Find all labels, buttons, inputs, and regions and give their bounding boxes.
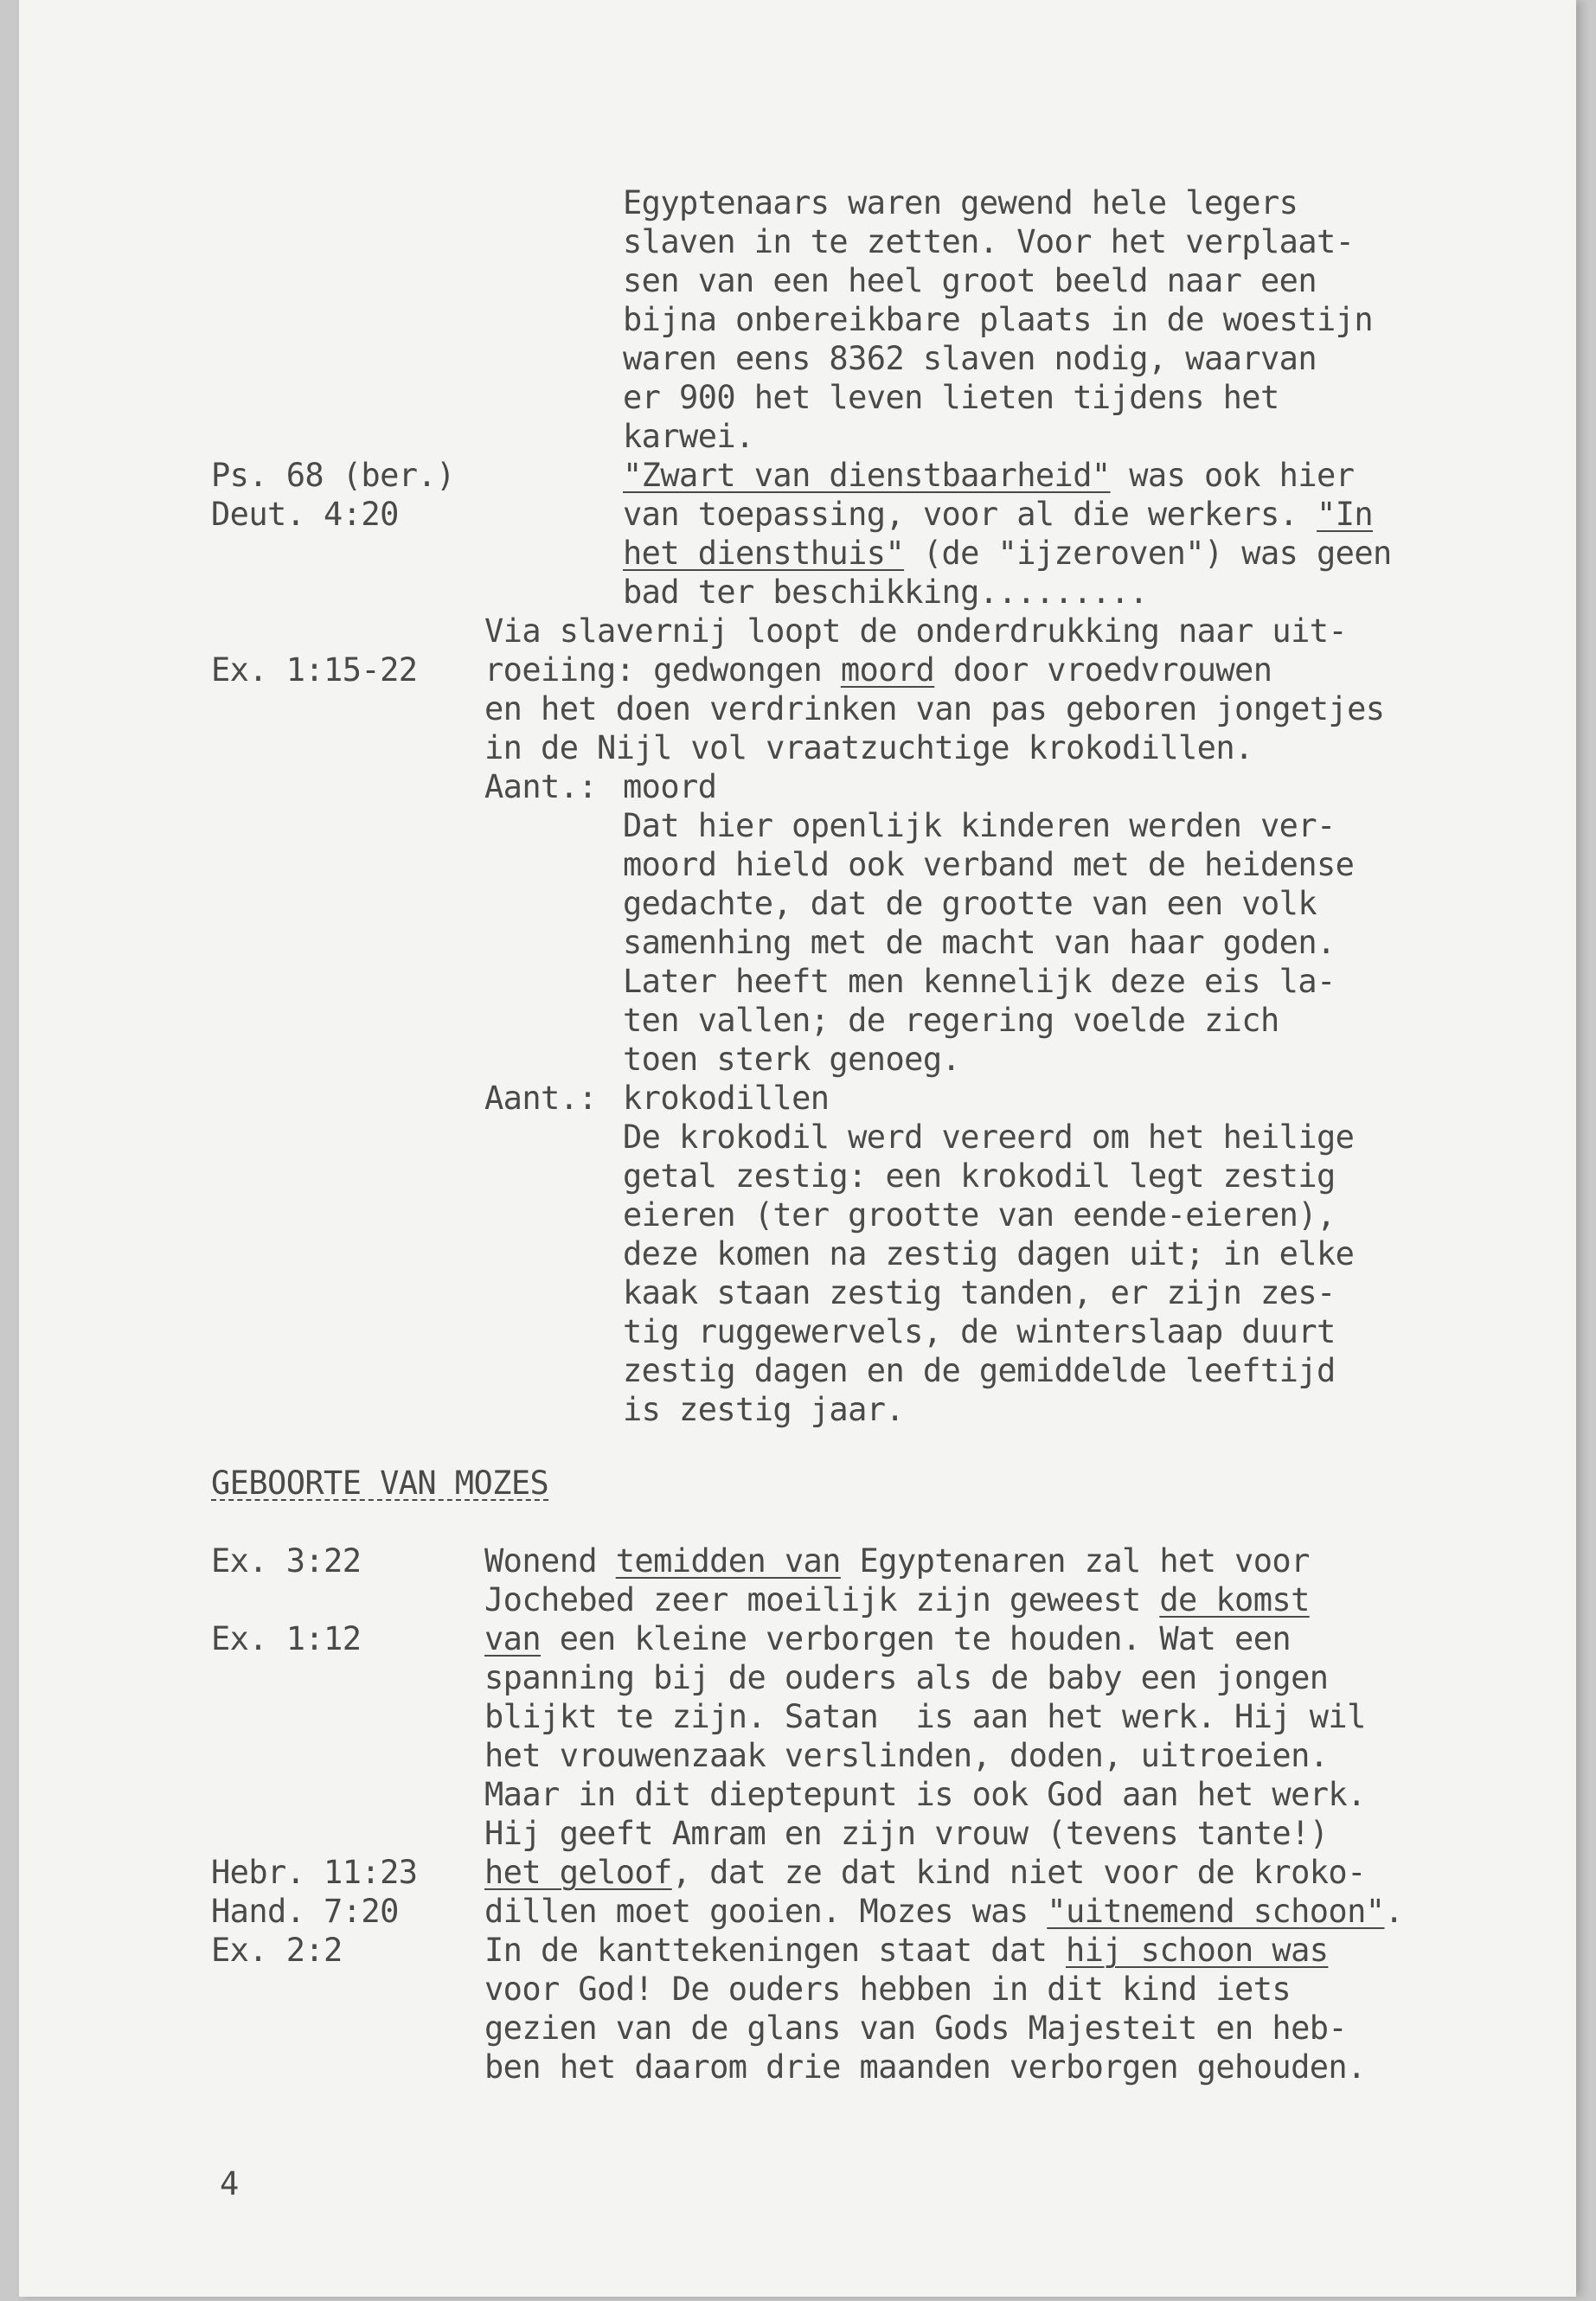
text-span: was ook hier	[1110, 457, 1355, 494]
underlined-phrase: "uitnemend schoon"	[1047, 1893, 1385, 1930]
text-line: kaak staan zestig tanden, er zijn zes-	[623, 1274, 1336, 1311]
margin-reference: Hand. 7:20	[211, 1893, 399, 1930]
annotation-label: Aant.:	[484, 1080, 616, 1117]
underlined-phrase: "In	[1317, 496, 1374, 533]
underlined-phrase: het geloof	[484, 1854, 672, 1891]
annotation-label: Aant.:	[484, 768, 616, 805]
text-span: Wonend	[484, 1542, 616, 1580]
text-line: voor God! De ouders hebben in dit kind iets	[484, 1971, 1292, 2008]
text-line: moord hield ook verband met de heidense	[623, 846, 1355, 883]
text-line: Maar in dit dieptepunt is ook God aan het werk.	[484, 1776, 1366, 1813]
text-line: sen van een heel groot beeld naar een	[623, 262, 1317, 299]
text-line: tig ruggewervels, de winterslaap duurt	[623, 1313, 1336, 1350]
text-line	[484, 1580, 1310, 1619]
text-line: gezien van de glans van Gods Majesteit en heb-	[484, 2009, 1348, 2047]
text-line: karwei.	[623, 418, 754, 455]
margin-reference: Ex. 2:2	[211, 1932, 343, 1969]
document-page	[19, 0, 1576, 2297]
text-line: deze komen na zestig dagen uit; in elke	[623, 1235, 1355, 1272]
text-line: en het doen verdrinken van pas geboren jongetjes	[484, 690, 1385, 727]
text-line: spanning bij de ouders als de baby een jongen	[484, 1659, 1329, 1696]
text-line: Via slavernij loopt de onderdrukking naar uit-	[484, 612, 1348, 650]
page-number: 4	[220, 2165, 240, 2202]
text-line	[484, 1853, 1366, 1892]
margin-reference: Ps. 68 (ber.)	[211, 457, 455, 494]
underlined-phrase: van	[484, 1620, 542, 1657]
margin-reference: Deut. 4:20	[211, 496, 399, 533]
text-line: waren eens 8362 slaven nodig, waarvan	[623, 340, 1317, 377]
text-span: (de "ijzeroven") was geen	[904, 535, 1392, 572]
text-line	[484, 1892, 1403, 1931]
text-line: slaven in te zetten. Voor het verplaat-	[623, 223, 1355, 260]
text-line: toen sterk genoeg.	[623, 1041, 961, 1078]
underlined-phrase: temidden van	[615, 1542, 841, 1580]
text-line: er 900 het leven lieten tijdens het	[623, 379, 1279, 416]
text-line: bijna onbereikbare plaats in de woestijn	[623, 301, 1374, 338]
text-span: dillen moet gooien. Mozes was	[484, 1893, 1048, 1930]
text-line	[623, 456, 1354, 495]
text-line: samenhing met de macht van haar goden.	[623, 924, 1336, 961]
text-line: is zestig jaar.	[623, 1391, 905, 1428]
margin-reference: Hebr. 11:23	[211, 1854, 418, 1891]
text-line: blijkt te zijn. Satan is aan het werk. Hij wil	[484, 1698, 1366, 1735]
text-line: De krokodil werd vereerd om het heilige	[623, 1118, 1355, 1156]
text-line: Egyptenaars waren gewend hele legers	[623, 184, 1298, 221]
annotation-term: krokodillen	[623, 1080, 830, 1117]
text-line: het vrouwenzaak verslinden, doden, uitroeien.	[484, 1737, 1329, 1774]
text-span: Jochebed zeer moeilijk zijn geweest	[484, 1581, 1160, 1618]
text-line: eieren (ter grootte van eende-eieren),	[623, 1196, 1336, 1234]
text-line: getal zestig: een krokodil legt zestig	[623, 1157, 1336, 1195]
text-line: ten vallen; de regering voelde zich	[623, 1002, 1279, 1039]
text-span: , dat ze dat kind niet voor de kroko-	[671, 1854, 1366, 1891]
text-span: van toepassing, voor al die werkers.	[623, 496, 1317, 533]
underlined-phrase: "Zwart van dienstbaarheid"	[623, 457, 1111, 494]
text-line: Dat hier openlijk kinderen werden ver-	[623, 807, 1336, 844]
text-line	[484, 1619, 1291, 1658]
text-line: bad ter beschikking.........	[623, 574, 1148, 611]
margin-reference: Ex. 1:15-22	[211, 651, 418, 689]
text-line: in de Nijl vol vraatzuchtige krokodillen.	[484, 729, 1253, 766]
section-heading: GEBOORTE VAN MOZES	[211, 1465, 549, 1502]
text-span: .	[1384, 1893, 1404, 1930]
text-line	[484, 1541, 1310, 1580]
text-span: roeiing: gedwongen	[484, 651, 841, 689]
text-line	[484, 651, 1272, 689]
text-line: Hij geeft Amram en zijn vrouw (tevens tante!)	[484, 1815, 1329, 1852]
underlined-phrase: het diensthuis"	[623, 535, 905, 572]
text-line	[484, 1931, 1328, 1970]
text-line: Later heeft men kennelijk deze eis la-	[623, 963, 1336, 1000]
text-span: door vroedvrouwen	[934, 651, 1272, 689]
underlined-phrase: hij schoon was	[1065, 1932, 1329, 1969]
margin-reference: Ex. 1:12	[211, 1620, 362, 1657]
annotation-term: moord	[623, 768, 717, 805]
margin-reference: Ex. 3:22	[211, 1542, 362, 1580]
text-line: ben het daarom drie maanden verborgen gehouden.	[484, 2048, 1366, 2086]
underlined-phrase: de komst	[1159, 1581, 1310, 1618]
text-line	[623, 534, 1392, 573]
underlined-phrase: moord	[840, 651, 935, 689]
text-line: zestig dagen en de gemiddelde leeftijd	[623, 1352, 1336, 1389]
text-span: In de kanttekeningen staat dat	[484, 1932, 1066, 1969]
text-span: een kleine verborgen te houden. Wat een	[541, 1620, 1292, 1657]
text-line: gedachte, dat de grootte van een volk	[623, 885, 1317, 922]
text-line	[623, 495, 1373, 534]
text-span: Egyptenaren zal het voor	[840, 1542, 1310, 1580]
